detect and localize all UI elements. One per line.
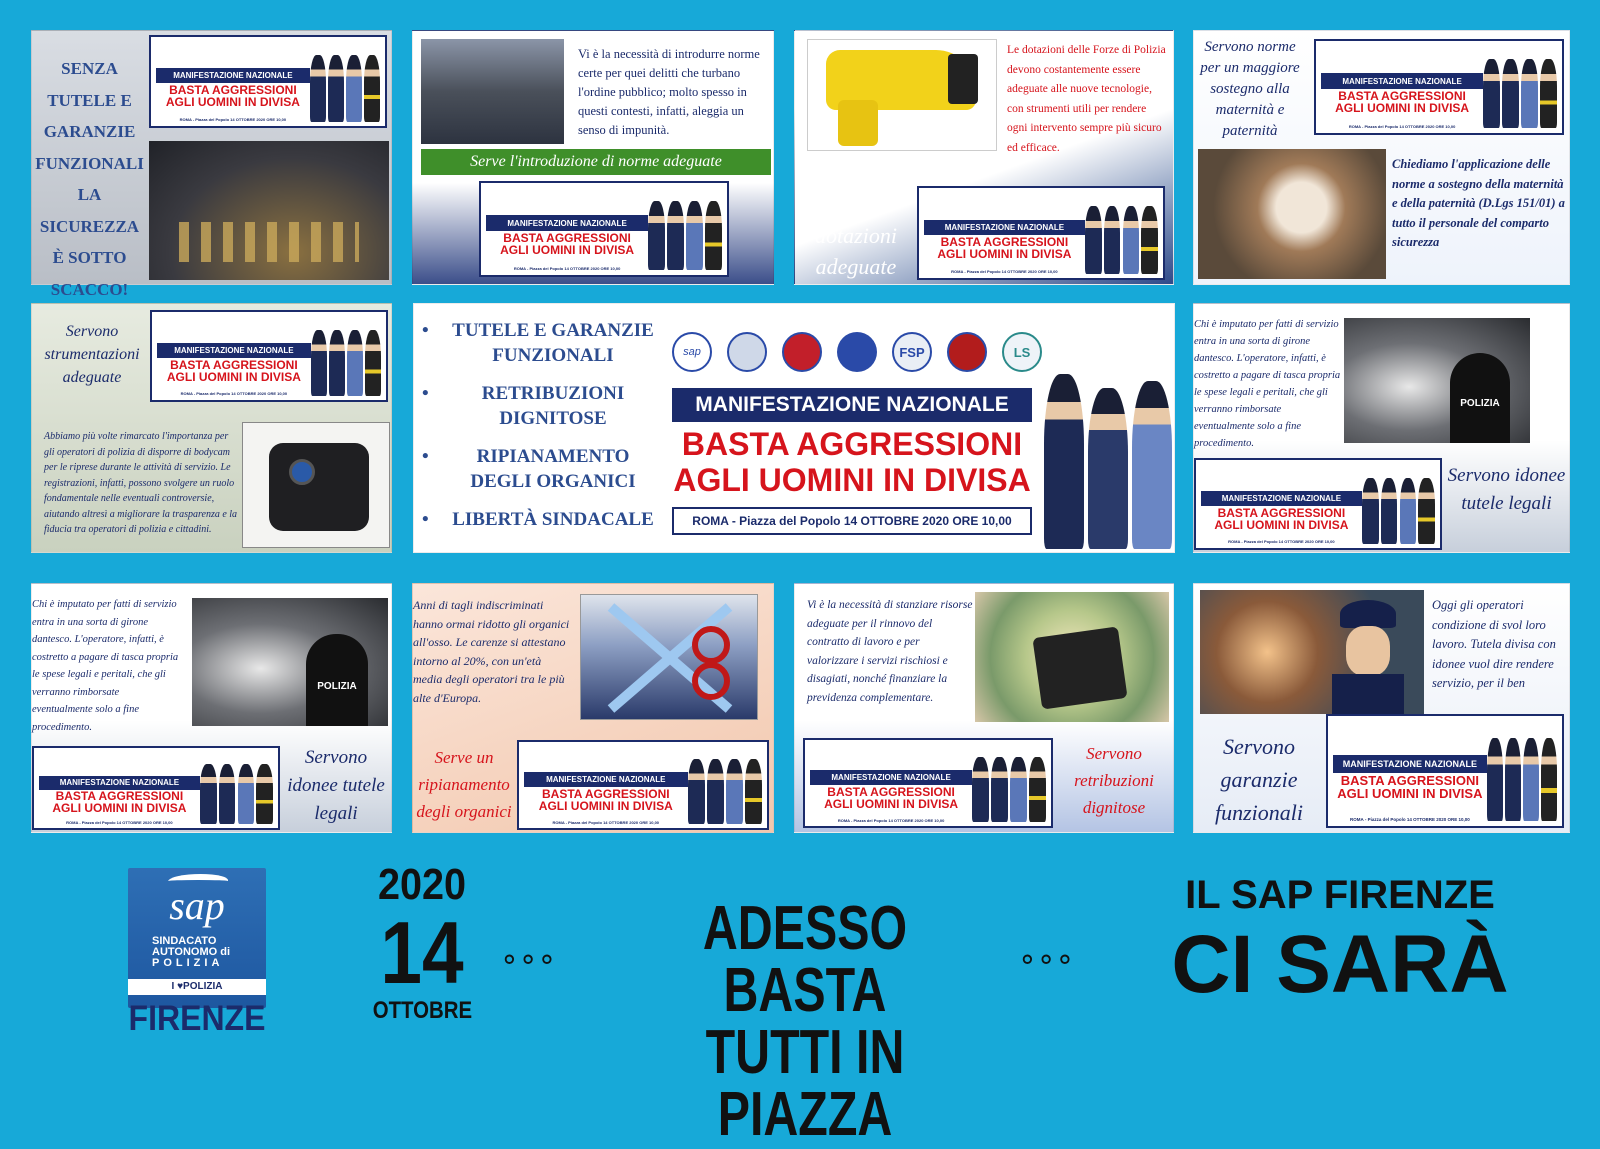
tile-dotazioni-heading: Servono dotazioni adeguate xyxy=(815,192,897,279)
banner-date: ROMA - Piazza del Popolo 14 OTTOBRE 2020 ORE 10,00 xyxy=(180,391,288,397)
event-banner xyxy=(917,186,1165,280)
sap-name-line: AUTONOMO di xyxy=(152,946,231,958)
tile-scacco xyxy=(31,30,392,299)
officers-image xyxy=(1487,738,1557,821)
slogan xyxy=(590,894,1020,1149)
center-banner-slogan xyxy=(664,426,1040,498)
sap-tag: I ♥POLIZIA xyxy=(128,979,266,995)
officers-image xyxy=(972,757,1046,822)
tile-dotazioni-text: Le dotazioni delle Forze di Polizia devono costantemente essere adeguate alle nuove tecnologie, con strumenti utili per rendere ogni intervento sempre più sicuro ed efficace. xyxy=(1007,44,1166,154)
banner-line: AGLI UOMINI IN DIVISA xyxy=(165,95,300,110)
cuts-image xyxy=(580,594,758,720)
tile-norme xyxy=(412,30,774,285)
center-banner-date: ROMA - Piazza del Popolo 14 OTTOBRE 2020 ORE 10,00 xyxy=(672,507,1032,535)
event-banner xyxy=(1314,39,1564,135)
text-line: TUTELE E xyxy=(47,90,132,110)
tile-dotazioni xyxy=(794,30,1174,285)
tile-norme-text: Vi è la necessità di introdurre norme certe per quei delitti che turbano l'ordine pubblico; molto spesso in questi contesti, infatti, aleggia un senso di impunità. xyxy=(578,47,760,137)
tile-organici-heading: Serve un ripianamento degli organici xyxy=(416,748,512,821)
banner-line: AGLI UOMINI IN DIVISA xyxy=(1214,517,1349,532)
tile-tutele-text: Chi è imputato per fatti di servizio entra in una sorta di girone dantesco. L'operatore, infatti, è costretto a pagare di tasca propria le spese legali e peritali, che gli verranno rimborsate eventualmente solo a fine procedimento. xyxy=(32,599,179,733)
message-line: IL SAP FIRENZE xyxy=(1185,873,1495,917)
tile-retribuzioni-heading: Servono retribuzioni dignitose xyxy=(1074,744,1154,817)
sap-name-line: POLIZIA xyxy=(152,957,224,969)
tile-garanzie xyxy=(1193,583,1570,833)
logo-vigili xyxy=(947,332,987,372)
tile-bodycam-heading: Servono strumentazioni adeguate xyxy=(44,323,140,386)
text-line: È SOTTO xyxy=(52,248,127,267)
tile-maternita-text: Chiediamo l'applicazione delle norme a sostegno della maternità e della paternità (D.Lgs 151/01) a tutto il personale del comparto sicurezza xyxy=(1392,157,1565,249)
tile-garanzie-heading: Servono garanzie funzionali xyxy=(1214,734,1303,825)
text-line: SCACCO! xyxy=(50,279,129,299)
tile-organici xyxy=(412,583,774,833)
banner-line: BASTA AGGRESSIONI xyxy=(170,357,298,372)
banner-slogan xyxy=(157,359,311,383)
banner-date: ROMA - Piazza del Popolo 14 OTTOBRE 2020 ORE 10,00 xyxy=(1228,539,1335,545)
officers-image xyxy=(1085,206,1158,274)
dots-left: ∘∘∘ xyxy=(500,943,557,976)
tile-scacco-text xyxy=(32,53,147,305)
banner-line: AGLI UOMINI IN DIVISA xyxy=(1337,786,1483,802)
banner-line: AGLI UOMINI IN DIVISA xyxy=(52,801,187,816)
banner-line: BASTA AGGRESSIONI xyxy=(1340,773,1479,789)
banner-line: AGLI UOMINI IN DIVISA xyxy=(166,369,301,384)
riot-image xyxy=(421,39,564,144)
text-line: LA SICUREZZA xyxy=(39,185,140,236)
child-image xyxy=(1198,149,1386,279)
text-line: SENZA xyxy=(61,59,118,78)
banner-date: ROMA - Piazza del Popolo 14 OTTOBRE 2020 ORE 10,00 xyxy=(179,117,287,123)
bodycam-image xyxy=(242,422,390,548)
logo-finanza xyxy=(837,332,877,372)
money-image xyxy=(975,592,1169,722)
banner-slogan xyxy=(924,236,1085,260)
banner-title: MANIFESTAZIONE NAZIONALE xyxy=(924,220,1085,235)
officers-image xyxy=(1362,478,1435,544)
banner-line: BASTA AGGRESSIONI xyxy=(169,83,297,98)
center-banner-title: MANIFESTAZIONE NAZIONALE xyxy=(672,388,1032,422)
banner-title: MANIFESTAZIONE NAZIONALE xyxy=(810,770,972,785)
banner-date: ROMA - Piazza del Popolo 14 OTTOBRE 2020 ORE 10,00 xyxy=(552,819,660,825)
banner-title: MANIFESTAZIONE NAZIONALE xyxy=(1333,755,1487,774)
banner-line: AGLI UOMINI IN DIVISA xyxy=(824,796,959,811)
tile-garanzie-text: Oggi gli operatori condizione di svol loro lavoro. Tutela divisa con idonee vuol dire rendere servizio, per il ben xyxy=(1432,598,1556,690)
banner-line: BASTA AGGRESSIONI xyxy=(1217,505,1346,520)
tile-retribuzioni-text: Vi è la necessità di stanziare risorse adeguate per il rinnovo del contratto di lavoro e per valorizzare i servizi rischiosi e disagiati, nonché finanziare la previdenza complementare. xyxy=(807,599,973,704)
center-bullets xyxy=(422,318,662,532)
tile-tutele-heading: Servono idonee tutele legali xyxy=(287,747,385,824)
tile-tutele-1 xyxy=(1193,303,1570,553)
text-line: GARANZIE xyxy=(43,122,136,141)
event-banner xyxy=(149,35,387,128)
banner-line: BASTA AGGRESSIONI xyxy=(681,426,1023,462)
banner-date: ROMA - Piazza del Popolo 14 OTTOBRE 2020 ORE 10,00 xyxy=(1348,124,1456,130)
banner-line: BASTA AGGRESSIONI xyxy=(827,784,955,799)
banner-line: BASTA AGGRESSIONI xyxy=(542,786,670,801)
event-banner xyxy=(1194,458,1442,550)
banner-line: AGLI UOMINI IN DIVISA xyxy=(673,462,1031,498)
event-banner xyxy=(803,738,1053,828)
tile-maternita xyxy=(1193,30,1570,285)
banner-slogan xyxy=(524,788,688,812)
banner-title: MANIFESTAZIONE NAZIONALE xyxy=(157,343,311,358)
slogan-line: TUTTI IN PIAZZA xyxy=(705,1018,905,1149)
officers-image xyxy=(1483,59,1557,128)
center-officers-image xyxy=(1044,374,1172,549)
banner-title: MANIFESTAZIONE NAZIONALE xyxy=(486,215,648,231)
event-banner xyxy=(1326,714,1564,828)
chess-image xyxy=(149,141,389,280)
officers-image xyxy=(310,55,380,122)
banner-line: BASTA AGGRESSIONI xyxy=(55,789,184,804)
banner-title: MANIFESTAZIONE NAZIONALE xyxy=(156,68,310,83)
text-line: FUNZIONALI xyxy=(35,153,144,173)
date-year: 2020 xyxy=(377,860,467,909)
banner-date: ROMA - Piazza del Popolo 14 OTTOBRE 2020 ORE 10,00 xyxy=(1349,816,1470,822)
bullet-item: • RIPIANAMENTO DEGLI ORGANICI xyxy=(422,446,636,492)
officers-image xyxy=(648,201,722,270)
officers-image xyxy=(688,759,762,824)
polizia-badge: POLIZIA xyxy=(1460,398,1500,409)
tile-center xyxy=(413,303,1175,553)
banner-slogan xyxy=(486,232,648,256)
message-line: CI SARÀ xyxy=(1171,919,1509,1010)
polizia-badge: POLIZIA xyxy=(317,681,357,692)
event-banner xyxy=(32,746,280,830)
logo-sap: sap xyxy=(672,332,712,372)
officers-image xyxy=(200,764,273,824)
banner-slogan xyxy=(1201,507,1362,531)
tile-tutele-heading: Servono idonee tutele legali xyxy=(1447,465,1566,514)
banner-date: ROMA - Piazza del Popolo 14 OTTOBRE 2020 ORE 10,00 xyxy=(951,269,1058,275)
sap-firenze-logo xyxy=(128,868,266,1008)
banner-slogan xyxy=(1333,774,1487,800)
logo-ls: LS xyxy=(1002,332,1042,372)
sap-name-line: SINDACATO xyxy=(152,935,217,947)
event-date xyxy=(364,862,480,1024)
event-banner xyxy=(150,310,388,402)
event-banner xyxy=(479,181,729,277)
tile-tutele-text: Chi è imputato per fatti di servizio entra in una sorta di girone dantesco. L'operatore, infatti, è costretto a pagare di tasca propria le spese legali e peritali, che gli verranno rimborsate eventualmente solo a fine procedimento. xyxy=(1194,319,1341,449)
officer-shield-image xyxy=(1200,590,1424,714)
tile-organici-text: Anni di tagli indiscriminati hanno ormai ridotto gli organici all'osso. Le carenze si attestano intorno al 20%, con un'età media degli operatori tra le più alte d'Europa. xyxy=(413,598,570,705)
sap-firenze-message xyxy=(1120,872,1560,1012)
tile-retribuzioni xyxy=(794,583,1174,833)
banner-line: AGLI UOMINI IN DIVISA xyxy=(538,798,673,813)
banner-line: BASTA AGGRESSIONI xyxy=(940,234,1069,249)
banner-slogan xyxy=(156,84,310,108)
bullet-item: • RETRIBUZIONI DIGNITOSE xyxy=(422,383,625,429)
dots-right: ∘∘∘ xyxy=(1018,943,1075,976)
tile-maternita-heading: Servono norme per un maggiore sostegno alla maternità e paternità xyxy=(1200,39,1300,139)
logo-carabinieri xyxy=(782,332,822,372)
tile-norme-bar: Serve l'introduzione di norme adeguate xyxy=(421,149,771,175)
slogan-line: ADESSO BASTA xyxy=(702,894,908,1025)
date-month: OTTOBRE xyxy=(372,997,473,1024)
banner-title: MANIFESTAZIONE NAZIONALE xyxy=(39,776,200,790)
banner-line: BASTA AGGRESSIONI xyxy=(503,230,631,245)
bullet-item: • TUTELE E GARANZIE FUNZIONALI xyxy=(422,320,654,366)
logo-fsp: FSP xyxy=(892,332,932,372)
banner-line: AGLI UOMINI IN DIVISA xyxy=(937,246,1072,261)
tile-bodycam xyxy=(31,303,392,553)
sap-abbr: sap xyxy=(169,883,225,928)
bullet-item: • LIBERTÀ SINDACALE xyxy=(422,509,654,530)
logo-penitenziaria xyxy=(727,332,767,372)
banner-slogan xyxy=(39,790,200,814)
banner-slogan xyxy=(1321,90,1483,114)
banner-title: MANIFESTAZIONE NAZIONALE xyxy=(1201,491,1362,506)
date-day: 14 xyxy=(380,903,464,1002)
banner-date: ROMA - Piazza del Popolo 14 OTTOBRE 2020 ORE 10,00 xyxy=(837,817,945,823)
police-officer-image xyxy=(192,598,388,726)
banner-line: AGLI UOMINI IN DIVISA xyxy=(1335,100,1470,115)
banner-title: MANIFESTAZIONE NAZIONALE xyxy=(524,772,688,787)
banner-line: BASTA AGGRESSIONI xyxy=(1338,88,1466,103)
taser-image xyxy=(807,39,997,151)
police-officer-image xyxy=(1344,318,1530,443)
banner-slogan xyxy=(810,786,972,810)
event-banner xyxy=(517,740,769,830)
officers-image xyxy=(311,330,381,396)
banner-date: ROMA - Piazza del Popolo 14 OTTOBRE 2020 ORE 10,00 xyxy=(66,819,173,825)
center-logos xyxy=(672,332,1042,372)
banner-date: ROMA - Piazza del Popolo 14 OTTOBRE 2020 ORE 10,00 xyxy=(513,266,621,272)
banner-title: MANIFESTAZIONE NAZIONALE xyxy=(1321,73,1483,89)
banner-line: AGLI UOMINI IN DIVISA xyxy=(500,242,635,257)
sap-city: FIRENZE xyxy=(128,998,266,1038)
tile-tutele-2 xyxy=(31,583,392,833)
tile-bodycam-text: Abbiamo più volte rimarcato l'importanza per gli operatori di polizia di disporre di bodycam per le riprese durante le attività di servizio. Le registrazioni, infatti, possono svolgere un ruolo fondamentale nelle eventuali controversie, aiutando altresì a migliorare la trasparenza e la fiducia tra operatori di polizia e cittadini. xyxy=(44,431,238,535)
